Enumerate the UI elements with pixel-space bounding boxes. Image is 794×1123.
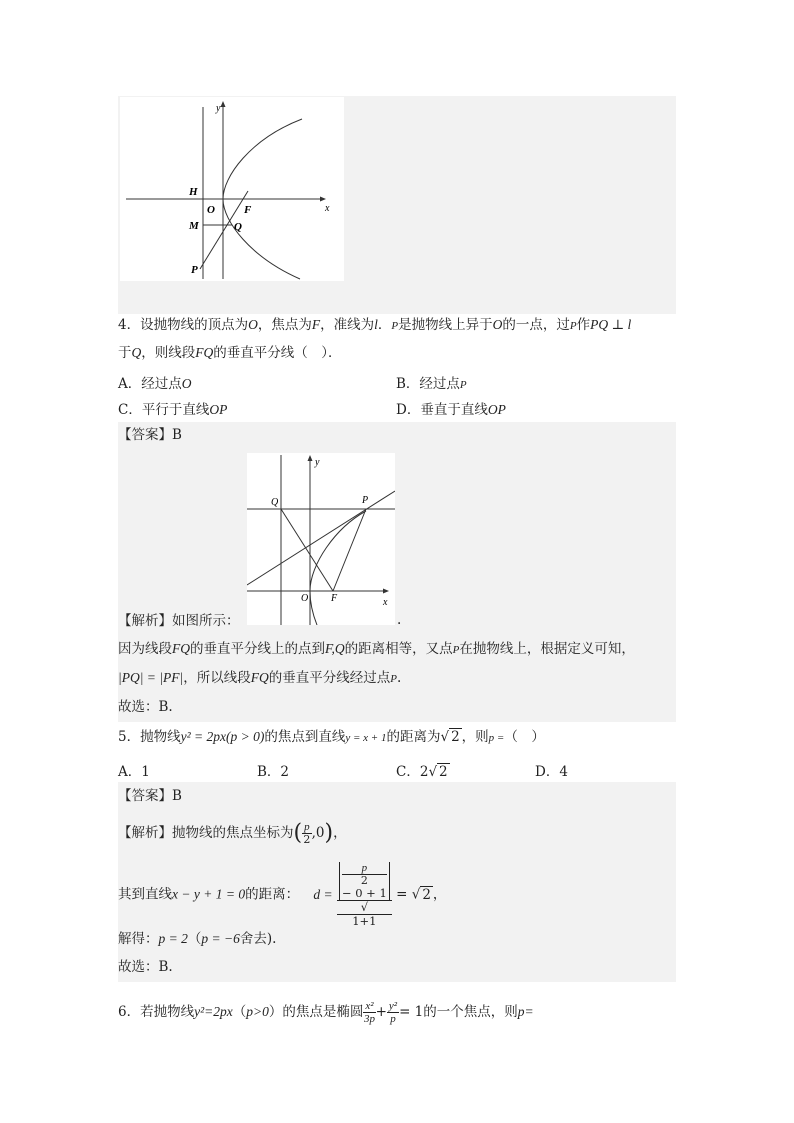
q4-stem-line2: 于Q，则线段FQ的垂直平分线（ ）． (118, 345, 342, 361)
fig1-label-x: x (325, 203, 330, 214)
fig2-label-P: P (362, 495, 369, 506)
q4-analysis-label: 【解析】如图所示： (118, 613, 240, 629)
q4-stem-line1: 4．设抛物线的顶点为O，焦点为F，准线为l．P是抛物线上异于O的一点，过P作PQ ⊥ l (118, 317, 632, 333)
fig1-label-H: H (189, 186, 198, 198)
q4-explanation-line1: 因为线段FQ的垂直平分线上的点到F,Q的距离相等，又点P在抛物线上，根据定义可知， (118, 641, 635, 657)
q4-answer: 【答案】B (118, 427, 182, 443)
q4-analysis-end: . (397, 612, 402, 628)
fig2-label-F: F (331, 593, 338, 604)
q4-option-c: C．平行于直线OP (118, 402, 228, 418)
fig1-label-y: y (216, 103, 221, 114)
fig1-label-F: F (244, 204, 252, 216)
q5-solve: 解得：p = 2（p = −6舍去). (118, 931, 277, 947)
q4-option-d: D．垂直于直线OP (396, 402, 506, 418)
q5-option-d: D．4 (535, 764, 568, 780)
q5-option-a: A．1 (118, 764, 150, 780)
sqrt-sign: √ (440, 729, 450, 745)
fig1-label-O: O (207, 204, 215, 216)
q4-choose: 故选：B. (118, 699, 173, 715)
q5-choose: 故选：B. (118, 959, 173, 975)
q5-option-c: C．2√ 2 (396, 764, 448, 780)
figure-parabola-1 (120, 97, 344, 281)
q5-option-b: B．2 (257, 764, 290, 780)
fig2-label-y: y (315, 457, 320, 468)
fig2-label-O: O (301, 593, 309, 604)
q4-option-a: A．经过点O (118, 376, 192, 392)
q4-explanation-line2: |PQ| = |PF|，所以线段FQ的垂直平分线经过点P. (118, 670, 402, 686)
fig1-label-P: P (191, 264, 198, 276)
q5-distance: 其到直线x − y + 1 = 0的距离： d = p 2 − 0 + 1 √ 1+1 = √ 2 ， (118, 862, 447, 928)
figure-parabola-2 (247, 453, 395, 625)
fig1-label-Q: Q (234, 221, 242, 233)
q5-answer: 【答案】B (118, 788, 182, 804)
q5-stem: 5．抛物线y² = 2px(p > 0)的焦点到直线y = x + 1的距离为√ 2 ，则p =（ ） (118, 729, 545, 745)
fig2-label-Q: Q (271, 497, 279, 508)
q6-stem: 6．若抛物线y²=2px（p>0）的焦点是椭圆 $\frac{\text{x²}}{3p}$ + $\frac{\text{y²}}{p}$ = 1的一个焦点，则p= (118, 1000, 534, 1025)
fig2-label-x: x (383, 597, 388, 608)
q5-analysis-focus: 【解析】抛物线的焦点坐标为( $\frac{p}{2}$ ,0)， (118, 820, 347, 846)
fig1-label-M: M (189, 220, 199, 232)
q4-option-b: B．经过点P (396, 376, 467, 392)
